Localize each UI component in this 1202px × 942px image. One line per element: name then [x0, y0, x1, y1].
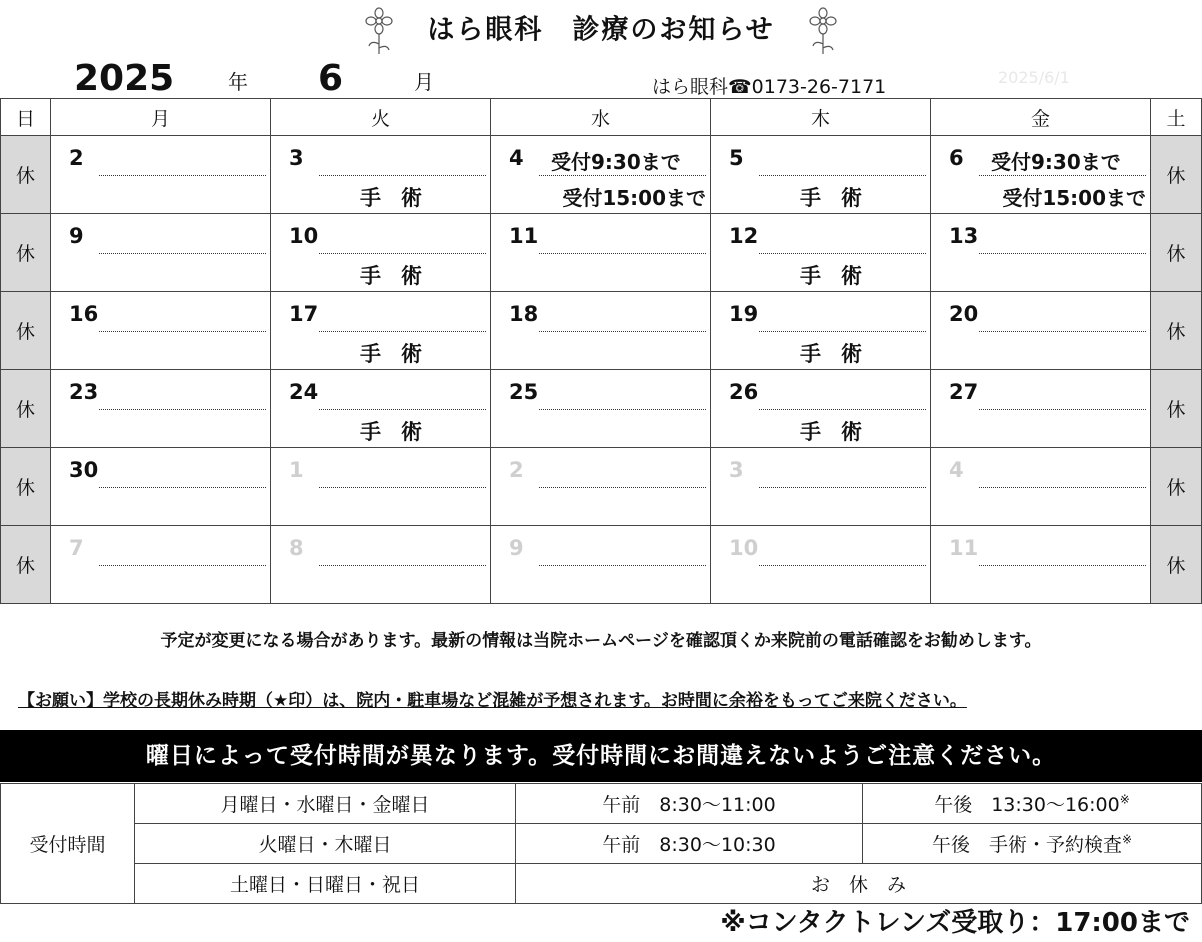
dotted-line: [319, 487, 486, 488]
title-text: はら眼科 診療のお知らせ: [427, 14, 775, 46]
dotted-line: [99, 331, 266, 332]
day-number: 13: [949, 224, 979, 248]
calendar-day: [51, 214, 271, 292]
dotted-line: [99, 487, 266, 488]
dotted-line: [319, 565, 486, 566]
calendar-week: [1, 292, 1202, 370]
day-number: 8: [289, 536, 304, 560]
hours-days: 火曜日・木曜日: [135, 824, 516, 864]
schedule-change-note: 予定が変更になる場合があります。最新の情報は当院ホームページを確認頂くか来院前の電話確認をお勧めします。: [160, 631, 1042, 651]
closed-day: 休: [1, 448, 51, 526]
weekday-header: 火: [271, 99, 491, 136]
dotted-line: [759, 331, 926, 332]
day-number: 3: [729, 458, 744, 482]
calendar-day: [711, 136, 931, 214]
dotted-line: [99, 175, 266, 176]
calendar-day: [271, 370, 491, 448]
hours-mark: ※: [1119, 792, 1130, 807]
weekday-header: 金: [931, 99, 1151, 136]
calendar-day: [931, 370, 1151, 448]
dotted-line: [319, 331, 486, 332]
day-number: 12: [729, 224, 759, 248]
month-value: 6: [318, 58, 344, 99]
day-number: 2: [69, 146, 84, 170]
calendar-day: [491, 448, 711, 526]
hours-mark: ※: [1121, 832, 1133, 847]
closed-day: 休: [1, 370, 51, 448]
day-number: 25: [509, 380, 539, 404]
dotted-line: [539, 409, 706, 410]
flower-icon: [806, 6, 840, 56]
surgery-label: 手術: [800, 342, 882, 366]
dotted-line: [759, 487, 926, 488]
day-number: 1: [289, 458, 304, 482]
calendar-day: [51, 136, 271, 214]
surgery-label: 手術: [800, 420, 882, 444]
day-number: 4: [949, 458, 964, 482]
day-number: 11: [949, 536, 979, 560]
weekday-header: 土: [1151, 99, 1202, 136]
surgery-label: 手術: [800, 186, 882, 210]
dotted-line: [979, 565, 1146, 566]
calendar-week: [1, 526, 1202, 604]
dotted-line: [759, 565, 926, 566]
calendar-day: [711, 448, 931, 526]
day-number: 24: [289, 380, 319, 404]
month-unit: 月: [414, 70, 434, 94]
hours-days: 月曜日・水曜日・金曜日: [135, 784, 516, 824]
day-number: 6: [949, 146, 964, 170]
dotted-line: [979, 253, 1146, 254]
request-note: 【お願い】学校の長期休み時期（★印）は、院内・駐車場など混雑が予想されます。お時間に余裕をもってご来院ください。: [18, 691, 967, 711]
reception-note: 受付9:30まで: [551, 150, 681, 174]
day-number: 26: [729, 380, 759, 404]
calendar-week: [1, 214, 1202, 292]
calendar-day: [271, 136, 491, 214]
surgery-label: 手術: [360, 342, 442, 366]
hours-closed: お 休 み: [516, 864, 1202, 904]
dotted-line: [99, 409, 266, 410]
day-number: 20: [949, 302, 979, 326]
day-number: 4: [509, 146, 524, 170]
reception-note: 受付15:00まで: [1002, 186, 1146, 210]
closed-day: 休: [1, 526, 51, 604]
hours-am: 午前 8:30～11:00: [516, 784, 863, 824]
closed-day: 休: [1, 214, 51, 292]
dotted-line: [979, 175, 1146, 176]
calendar-day: [271, 526, 491, 604]
calendar-week: [1, 136, 1202, 214]
calendar-day: [931, 292, 1151, 370]
calendar-day: [271, 448, 491, 526]
day-number: 11: [509, 224, 539, 248]
calendar-day: [51, 292, 271, 370]
year-unit: 年: [228, 70, 248, 94]
calendar-day: [271, 292, 491, 370]
day-number: 19: [729, 302, 759, 326]
calendar-day: [51, 370, 271, 448]
weekday-header: 日: [1, 99, 51, 136]
day-number: 10: [729, 536, 759, 560]
calendar-day: [711, 214, 931, 292]
closed-day: 休: [1151, 214, 1202, 292]
closed-day: 休: [1151, 136, 1202, 214]
hours-am: 午前 8:30～10:30: [516, 824, 863, 864]
dotted-line: [319, 253, 486, 254]
reception-note: 受付9:30まで: [991, 150, 1121, 174]
surgery-label: 手術: [800, 264, 882, 288]
hours-pm: [863, 824, 1202, 864]
surgery-label: 手術: [360, 420, 442, 444]
weekday-header: 木: [711, 99, 931, 136]
closed-day: 休: [1151, 448, 1202, 526]
faint-date: 2025/6/1: [998, 68, 1070, 87]
calendar-day: [931, 526, 1151, 604]
dotted-line: [99, 565, 266, 566]
calendar-week: [1, 448, 1202, 526]
day-number: 30: [69, 458, 99, 482]
dotted-line: [979, 487, 1146, 488]
dotted-line: [759, 253, 926, 254]
weekday-header: 水: [491, 99, 711, 136]
dotted-line: [319, 409, 486, 410]
dotted-line: [539, 487, 706, 488]
calendar-day: [491, 370, 711, 448]
hours-days: 土曜日・日曜日・祝日: [135, 864, 516, 904]
dotted-line: [539, 175, 706, 176]
hours-pm: [863, 784, 1202, 824]
day-number: 16: [69, 302, 99, 326]
calendar-week: [1, 370, 1202, 448]
dotted-line: [979, 409, 1146, 410]
day-number: 9: [69, 224, 84, 248]
day-number: 7: [69, 536, 84, 560]
weekday-header: 月: [51, 99, 271, 136]
calendar-day: [491, 136, 711, 214]
day-number: 2: [509, 458, 524, 482]
calendar-day: [491, 526, 711, 604]
calendar-day: [931, 448, 1151, 526]
clinic-phone: はら眼科☎0173-26-7171: [652, 76, 887, 98]
calendar-day: [711, 292, 931, 370]
dotted-line: [539, 565, 706, 566]
dotted-line: [539, 253, 706, 254]
calendar-day: [51, 448, 271, 526]
dotted-line: [99, 253, 266, 254]
dotted-line: [539, 331, 706, 332]
calendar-table: [0, 98, 1202, 604]
page-title: [0, 6, 1202, 56]
flower-icon: [362, 6, 396, 56]
dotted-line: [759, 175, 926, 176]
day-number: 9: [509, 536, 524, 560]
calendar-day: [491, 292, 711, 370]
closed-day: 休: [1151, 526, 1202, 604]
dotted-line: [319, 175, 486, 176]
closed-day: 休: [1, 136, 51, 214]
surgery-label: 手術: [360, 186, 442, 210]
day-number: 17: [289, 302, 319, 326]
notice-banner: 曜日によって受付時間が異なります。受付時間にお間違えないようご注意ください。: [0, 730, 1202, 782]
calendar-day: [711, 370, 931, 448]
surgery-label: 手術: [360, 264, 442, 288]
hours-pm-text: 午後 手術・予約検査: [931, 834, 1122, 856]
calendar-day: [491, 214, 711, 292]
hours-label: 受付時間: [1, 784, 135, 904]
year-value: 2025: [74, 58, 175, 99]
closed-day: 休: [1151, 292, 1202, 370]
dotted-line: [979, 331, 1146, 332]
calendar-day: [931, 214, 1151, 292]
day-number: 3: [289, 146, 304, 170]
contact-lens-note: ※コンタクトレンズ受取り：17:00まで: [720, 908, 1190, 938]
reception-note: 受付15:00まで: [562, 186, 706, 210]
day-number: 27: [949, 380, 979, 404]
calendar-day: [51, 526, 271, 604]
day-number: 18: [509, 302, 539, 326]
closed-day: 休: [1151, 370, 1202, 448]
day-number: 5: [729, 146, 744, 170]
day-number: 23: [69, 380, 99, 404]
calendar-day: [931, 136, 1151, 214]
calendar-day: [711, 526, 931, 604]
calendar-day: [271, 214, 491, 292]
dotted-line: [759, 409, 926, 410]
day-number: 10: [289, 224, 319, 248]
hours-table: [0, 783, 1202, 904]
closed-day: 休: [1, 292, 51, 370]
hours-pm-text: 午後 13:30～16:00: [934, 794, 1120, 816]
